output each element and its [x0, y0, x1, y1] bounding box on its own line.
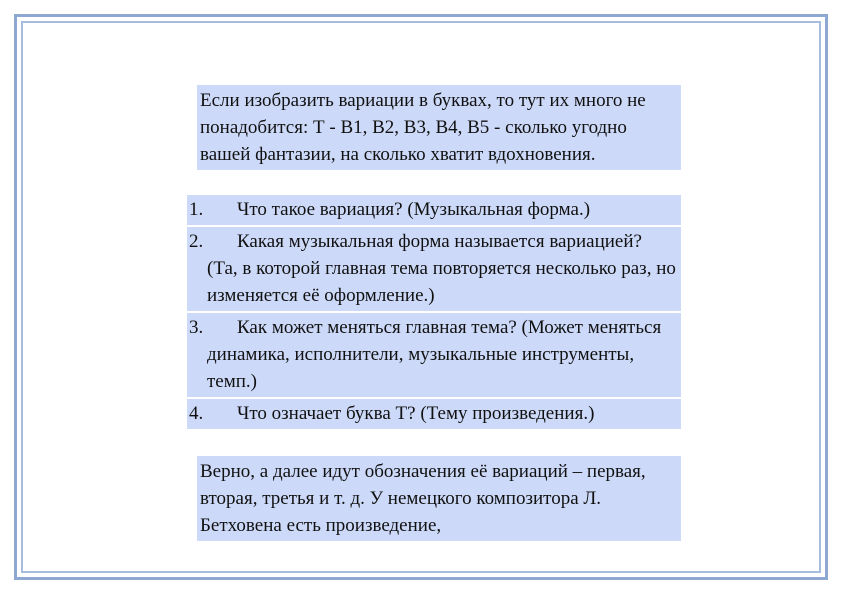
list-item	[187, 399, 681, 429]
question-list	[187, 195, 681, 431]
list-item	[187, 195, 681, 225]
list-item-number: 1.	[189, 199, 204, 220]
list-item-number: 4.	[189, 403, 204, 424]
closing-paragraph: Верно, а далее идут обозначения её вариаций – первая, вторая, третья и т. д. У немецкого композитора Л. Бетховена есть произведение,	[197, 456, 681, 541]
list-item-text: Что означает буква Т? (Тему произведения.)	[237, 403, 595, 424]
list-item	[187, 227, 681, 311]
list-item-text: Как может меняться главная тема? (Может меняться динамика, исполнители, музыкальные инструменты, темп.)	[207, 317, 662, 392]
intro-paragraph: Если изобразить вариации в буквах, то тут их много не понадобится: Т - В1, В2, В3, В4, В5 - сколько угодно вашей фантазии, на сколько хватит вдохновения.	[197, 85, 681, 170]
list-item-text: Какая музыкальная форма называется вариацией? (Та, в которой главная тема повторяется несколько раз, но изменяется её оформление.)	[207, 231, 676, 306]
list-item-number: 3.	[189, 317, 204, 338]
list-item-text: Что такое вариация? (Музыкальная форма.)	[237, 199, 591, 220]
list-item-number: 2.	[189, 231, 204, 252]
list-item	[187, 313, 681, 397]
